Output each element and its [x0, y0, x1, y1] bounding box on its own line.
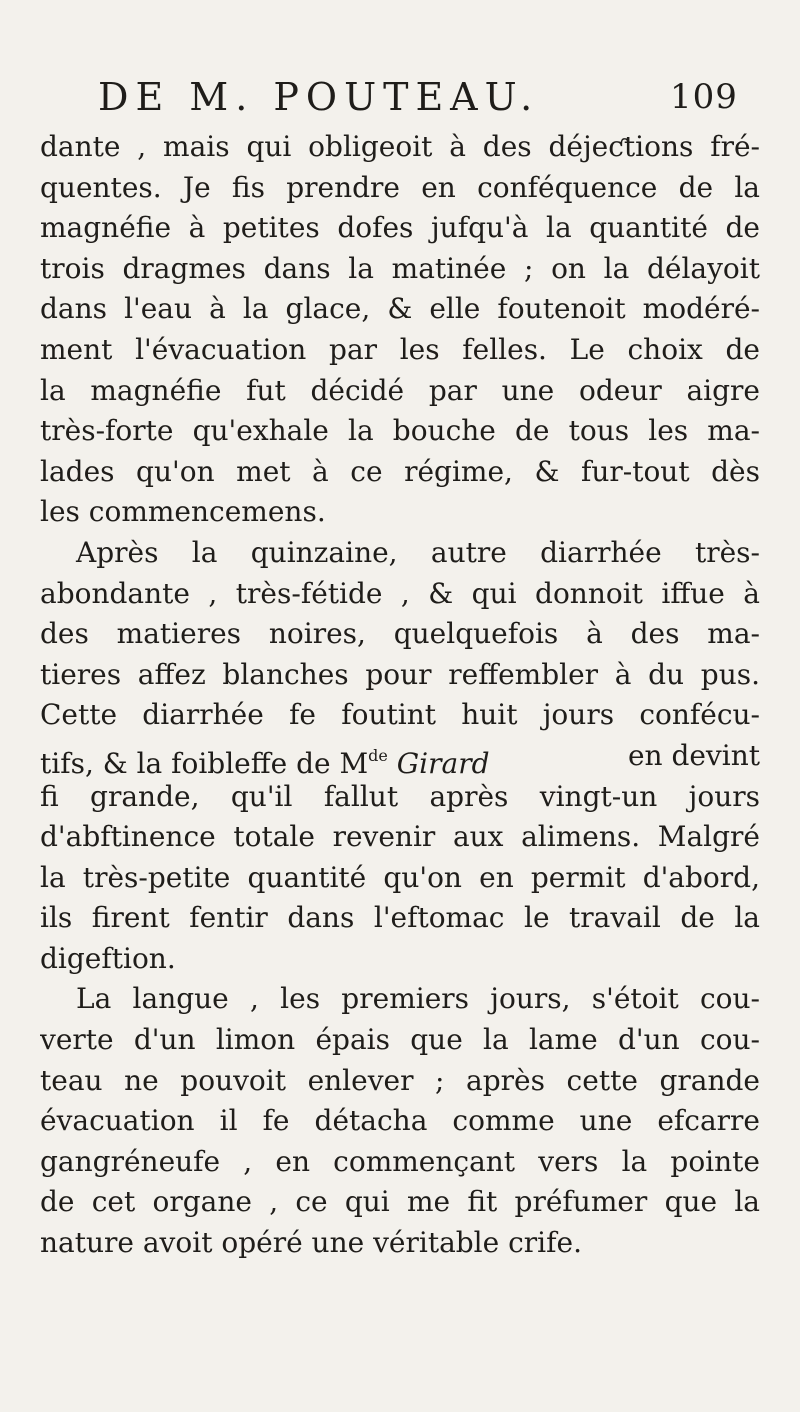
text-line: verte d'un limon épais que la lame d'un cou-	[40, 1023, 760, 1057]
text-line: dans l'eau à la glace, & elle foutenoit modéré-	[40, 292, 760, 326]
text-line: quentes. Je fis prendre en conféquence de la	[40, 170, 760, 204]
text-line: de cet organe , ce qui me fit préfumer que la	[40, 1185, 760, 1219]
paragraph-start-line: Après la quinzaine, autre diarrhée très-	[76, 535, 760, 569]
page-number: 109	[670, 77, 738, 117]
text-line: fi grande, qu'il fallut après vingt-un jours	[40, 779, 760, 813]
text-line: magnéfie à petites dofes jufqu'à la quantité de	[40, 211, 760, 245]
text-line: des matieres noires, quelquefois à des ma-	[40, 617, 760, 651]
text-line: gangréneufe , en commençant vers la pointe	[40, 1144, 760, 1178]
text-line: digeftion.	[40, 941, 176, 975]
text-line: évacuation il fe détacha comme une efcarre	[40, 1104, 760, 1138]
text-line: teau ne pouvoit enlever ; après cette grande	[40, 1063, 760, 1097]
running-head	[0, 72, 800, 132]
text-line: tieres affez blanches pour reffembler à du pus.	[40, 657, 760, 691]
text-line: dante , mais qui obligeoit à des déjeƈtions fré-	[40, 130, 760, 163]
body-text	[40, 127, 760, 1264]
running-title: DE M. POUTEAU.	[98, 75, 540, 119]
text-line: lades qu'on met à ce régime, & fur-tout dès	[40, 454, 760, 488]
text-line: nature avoit opéré une véritable crife.	[40, 1226, 582, 1260]
text-line: la très-petite quantité qu'on en permit d'abord,	[40, 860, 760, 894]
text-line: d'abftinence totale revenir aux alimens. Malgré	[40, 820, 760, 854]
italic-name: Girard	[396, 746, 490, 777]
text-line: les commencemens.	[40, 495, 326, 529]
text-line: tifs, & la foibleffe de Mde Girard en devint	[40, 736, 760, 777]
text-line: abondante , très-fétide , & qui donnoit iffue à	[40, 576, 760, 610]
text-line: Cette diarrhée fe foutint huit jours confécu-	[40, 698, 760, 732]
text-line: la magnéfie fut décidé par une odeur aigre	[40, 373, 760, 407]
paragraph-start-line: La langue , les premiers jours, s'étoit cou-	[76, 982, 760, 1016]
text-line: très-forte qu'exhale la bouche de tous les ma-	[40, 414, 760, 448]
text-line: ment l'évacuation par les felles. Le choix de	[40, 332, 760, 366]
text-line: ils firent fentir dans l'eftomac le travail de la	[40, 901, 760, 935]
text-line: trois dragmes dans la matinée ; on la délayoit	[40, 251, 760, 285]
